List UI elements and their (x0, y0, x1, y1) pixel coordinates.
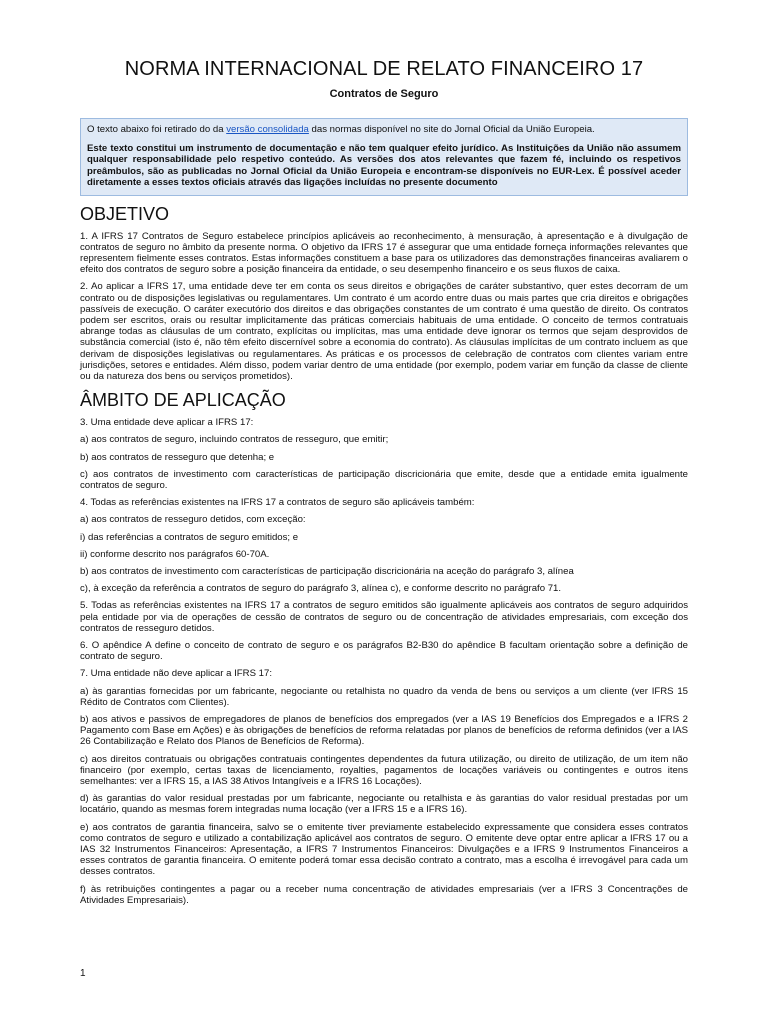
paragraph: 4. Todas as referências existentes na IFRS 17 a contratos de seguro são aplicáveis também: (80, 497, 475, 509)
section-heading: ÂMBITO DE APLICAÇÃO (80, 390, 286, 411)
notice-source-line (87, 124, 681, 136)
paragraph: d) às garantias do valor residual prestadas por um fabricante, negociante ou retalhista e às garantias do valor residual prestadas por um locatário, quando as mesmas forem integradas numa locação (ver a IFRS 15 e a IFRS 16). (80, 793, 688, 816)
section-heading: OBJETIVO (80, 203, 170, 224)
document-page (80, 0, 688, 912)
paragraph: a) às garantias fornecidas por um fabricante, negociante ou retalhista no quadro da venda de bens ou serviços a um cliente (ver IFRS 15 Rédito de Contratos com Clientes). (80, 685, 688, 708)
document-title: NORMA INTERNACIONAL DE RELATO FINANCEIRO 17 (124, 58, 644, 80)
document-subtitle: Contratos de Seguro (329, 88, 439, 100)
paragraph: b) aos contratos de investimento com características de participação discricionária na aceção do parágrafo 3, alínea (80, 565, 574, 577)
paragraph: c) aos contratos de investimento com características de participação discricionária que emite, desde que a entidade emita igualmente contratos de seguro. (80, 468, 688, 491)
notice-text-after: das normas disponível no site do Jornal Oficial da União Europeia. (308, 124, 595, 135)
paragraph: ii) conforme descrito nos parágrafos 60-70A. (80, 548, 270, 560)
consolidated-version-link[interactable]: versão consolidada (226, 124, 309, 135)
paragraph: 3. Uma entidade deve aplicar a IFRS 17: (80, 417, 254, 429)
paragraph: 6. O apêndice A define o conceito de contrato de seguro e os parágrafos B2-B30 do apêndice B facultam orientação sobre a definição de contrato de seguro. (80, 639, 688, 663)
paragraph: c) aos direitos contratuais ou obrigações contratuais contingentes dependentes da futura utilização, ou direito de utilização, de um item não financeiro (por exemplo, certas taxas de licenciamento, royalties, pagamentos de locações variáveis ou contingentes e outros itens semelhantes: ver a IFRS 15, a IAS 38 Ativos Intangíveis e a IFRS 16 Locações). (80, 753, 688, 788)
paragraph: a) aos contratos de seguro, incluindo contratos de resseguro, que emitir; (80, 434, 389, 446)
disclaimer-notice-box (80, 118, 688, 196)
page-number: 1 (80, 968, 86, 979)
paragraph: 5. Todas as referências existentes na IFRS 17 a contratos de seguro emitidos são igualmente aplicáveis aos contratos de seguro adquiridos pela entidade por via de operações de cessão de contratos de seguro ou de concentração de atividades empresariais, com exceção dos contratos de resseguro detidos. (80, 600, 688, 634)
paragraph: b) aos ativos e passivos de empregadores de planos de benefícios dos empregados (ver a IAS 19 Benefícios dos Empregados e a IFRS 2 Pagamento com Base em Ações) e às obrigações de benefícios de reforma relatadas por planos de benefícios de reforma definidos (ver a IAS 26 Contabilização e Relato dos Planos de Benefícios de Reforma). (80, 714, 688, 748)
notice-legal-disclaimer: Este texto constitui um instrumento de documentação e não tem qualquer efeito jurídico. As Instituições da União não assumem qualquer responsabilidade pelo respetivo conteúdo. As versões dos atos relevantes que fazem fé, incluindo os respetivos preâmbulos, são as publicadas no Jornal Oficial da União Europeia e encontram-se disponíveis no EUR-Lex. É possível aceder diretamente a esses textos oficiais através das ligações incluídas no presente documento (87, 142, 681, 188)
paragraph: i) das referências a contratos de seguro emitidos; e (80, 531, 299, 543)
notice-text-before: O texto abaixo foi retirado do da (87, 124, 227, 135)
paragraph: 7. Uma entidade não deve aplicar a IFRS 17: (80, 668, 272, 680)
paragraph: b) aos contratos de resseguro que detenha; e (80, 451, 275, 463)
paragraph: a) aos contratos de resseguro detidos, com exceção: (80, 514, 306, 526)
paragraph: e) aos contratos de garantia financeira, salvo se o emitente tiver previamente estabelecido expressamente que considera esses contratos como contratos de seguro e utilizado a contabilização aplicável aos contratos de seguro. O emitente deve optar entre aplicar a IFRS 17 ou a IAS 32 Instrumentos Financeiros: Apresentação, a IFRS 7 Instrumentos Financeiros: Divulgações e a IFRS 9 Instrumentos Financeiros a esses contratos de garantia financeira. O emitente poderá tomar essa decisão contrato a contrato, mas a escolha é irrevogável para cada um desses contratos. (80, 821, 688, 878)
paragraph: 2. Ao aplicar a IFRS 17, uma entidade deve ter em conta os seus direitos e obrigações de caráter substantivo, quer estes decorram de um contrato ou de disposições legislativas ou regulamentares. Um contrato é um acordo entre duas ou mais partes que cria direitos e obrigações passíveis de execução. O caráter executório dos direitos e das obrigações constantes de um contrato é uma questão de direito. Os contratos podem ser escritos, orais ou resultar implicitamente das práticas comerciais habituais de uma entidade. O conceito de termos contratuais abrange todas as cláusulas de um contrato, explícitas ou implícitas, mas uma entidade deve ignorar os termos que sejam desprovidos de substância comercial (isto é, não têm efeito discernível sobre a economia do contrato). As cláusulas implícitas de um contrato incluem as que derivam de disposições legislativas ou regulamentares. As práticas e os processos de celebração de contratos com clientes variam entre jurisdições, setores e entidades. Além disso, podem variar dentro de uma entidade (por exemplo, podem variar em função da classe de cliente ou da natureza dos bens ou serviços prometidos). (80, 281, 688, 382)
document-body (80, 203, 688, 907)
paragraph: 1. A IFRS 17 Contratos de Seguro estabelece princípios aplicáveis ao reconhecimento, à mensuração, à apresentação e à divulgação de contratos de seguro no âmbito da presente norma. O objetivo da IFRS 17 é assegurar que uma entidade forneça informações relevantes que representem fielmente esses contratos. Estas informações constituem a base para os utilizadores das demonstrações financeiras avaliarem o efeito dos contratos de seguro sobre a posição financeira da entidade, o seu desempenho financeiro e os seus fluxos de caixa. (80, 230, 688, 276)
paragraph: c), à exceção da referência a contratos de seguro do parágrafo 3, alínea c), e conforme descrito no parágrafo 71. (80, 583, 562, 595)
paragraph: f) às retribuições contingentes a pagar ou a receber numa concentração de atividades empresariais (ver a IFRS 3 Concentrações de Atividades Empresariais). (80, 883, 688, 906)
